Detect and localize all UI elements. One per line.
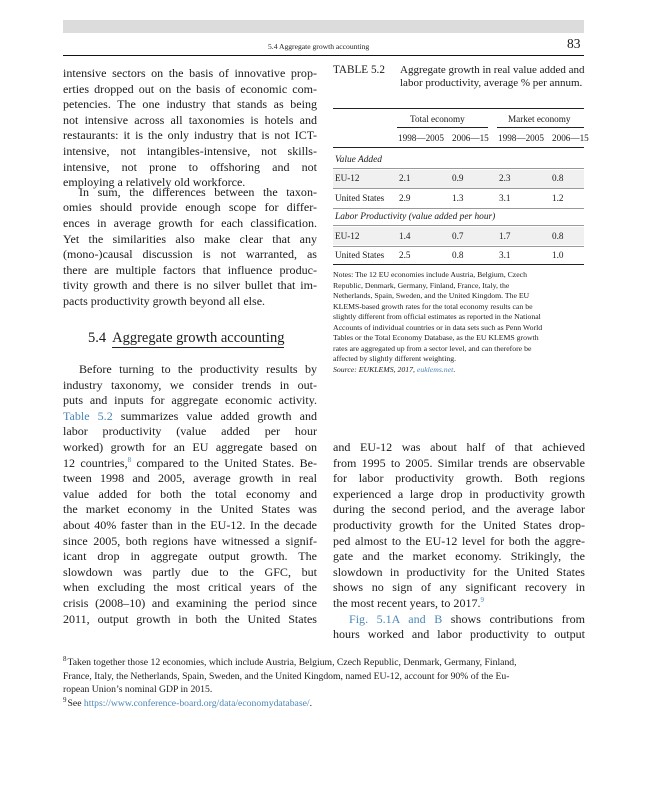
footnote-8: [63, 656, 585, 697]
table-cell: 0.7: [452, 231, 464, 241]
text-line: tween 1998 and 2005, average growth in real: [63, 471, 317, 486]
conference-board-link[interactable]: https://www.conference-board.org/data/economydatabase/: [83, 698, 310, 709]
note-line: Netherlands, Spain, Sweden, and the United Kingdom. The EU: [333, 291, 530, 300]
table-cell: 0.8: [452, 250, 464, 260]
footnote-ref-8[interactable]: 8: [127, 455, 132, 464]
text-line: petencies. The one industry that stands as being: [63, 97, 317, 112]
text-line: shows no sign of any significant recovery in: [333, 580, 585, 595]
text-line: icant drop in aggregate output growth. The: [63, 549, 317, 564]
text-line: intensive, not intangibles-intensive, not skills-: [63, 143, 317, 158]
text-line: omies should provide enough scope for differ-: [63, 200, 317, 215]
text-line: industry taxonomy, we consider trends in out-: [63, 377, 317, 392]
note-line: Republic, Denmark, Germany, Finland, France, Italy, the: [333, 280, 510, 290]
text-line: since 2005, both regions have witnessed a signif-: [63, 533, 317, 548]
col-header-period: 1998—2005: [398, 133, 444, 143]
header-bar: [63, 20, 584, 33]
text-line: [63, 409, 317, 425]
text-line: Before turning to the productivity results by: [79, 362, 317, 376]
source-label: Source: EUKLEMS, 2017,: [333, 364, 417, 374]
table-cell: 1.4: [399, 231, 411, 241]
footnote-text: Taken together those 12 economies, which include Austria, Belgium, Czech Republic, Denmark, Germany, Finland,: [67, 657, 517, 668]
text-line: labor productivity (value added per hour: [63, 424, 317, 439]
row-rule: [333, 246, 584, 247]
note-line: affected by slightly different weighting.: [333, 354, 457, 363]
row-rule: [333, 188, 584, 189]
header-rule: [333, 147, 584, 148]
text-line: employing a relatively old workforce.: [63, 175, 246, 190]
text-line: not intensive across all taxonomies is hotels and: [63, 112, 317, 127]
group-rule-total: [397, 127, 488, 128]
table-cell: 3.1: [499, 193, 511, 203]
col-header-period: 2006—15: [552, 133, 589, 143]
text-line: worked) growth for an EU aggregate based on: [63, 439, 317, 454]
footnote-number: 8: [63, 654, 67, 663]
footnote-line: [63, 697, 585, 711]
footnote-text: See: [67, 698, 84, 709]
text-line: and EU-12 was about half of that achieved: [333, 440, 585, 454]
text-line: when excluding the most critical years of the: [63, 580, 317, 595]
text-line: In sum, the differences between the taxon-: [79, 184, 317, 199]
text-line: slowdown in productivity for the United States: [333, 564, 585, 579]
col-header-period: 1998—2005: [498, 133, 544, 143]
table-cell: 2.5: [399, 250, 411, 260]
group-rule-market: [497, 127, 584, 128]
table-cell: 0.8: [552, 231, 564, 241]
row-rule: [333, 168, 584, 169]
text-line: gate and the market economy. Strikingly, the: [333, 549, 585, 564]
text-line: crisis (2008–10) and examining the period since: [63, 595, 317, 610]
figure-5-1-link[interactable]: Fig. 5.1A and B: [349, 611, 443, 626]
note-line: KLEMS-based growth rates for the total economy results can be: [333, 301, 533, 311]
text-line: slowdown was partly due to the GFC, but: [63, 564, 317, 579]
text-line: [333, 596, 585, 612]
text-line: intensive sectors on the basis of innovative prop-: [63, 66, 317, 80]
text-fragment: summarizes value added growth and: [112, 408, 317, 423]
text-line: puts and inputs for aggregate economic activity.: [63, 393, 317, 408]
table-top-rule: [333, 108, 584, 109]
text-line: intensive, not prone to offshoring and not: [63, 159, 317, 174]
text-line: [63, 456, 317, 472]
table-cell: 1.2: [552, 193, 564, 203]
note-line: Notes: The 12 EU economies include Austria, Belgium, Czech: [333, 270, 527, 279]
page-number: 83: [567, 36, 581, 51]
section-number: 5.4: [88, 330, 107, 346]
row-rule: [333, 225, 584, 226]
table-label: TABLE 5.2: [333, 64, 385, 76]
text-line: value added for both the total economy and: [63, 486, 317, 501]
row-region: EU-12: [335, 173, 360, 183]
table-cell: 0.8: [552, 173, 564, 183]
text-line: restaurants: it is the only industry that is not ICT-: [63, 128, 317, 143]
paragraph-intensive-sectors: [63, 66, 317, 191]
footnote-ref-9[interactable]: 9: [480, 595, 485, 604]
col-header-period: 2006—15: [452, 133, 489, 143]
section-title: Aggregate growth accounting: [112, 330, 285, 346]
section-heading: [88, 330, 284, 347]
text-fragment: the most recent years, to 2017.: [333, 595, 481, 610]
table-caption: Aggregate growth in real value added and labor productivity, average % per annum.: [400, 64, 585, 90]
text-fragment: shows contributions from: [442, 611, 586, 626]
table-source: [333, 365, 585, 376]
text-line: during the second period, and the average labor: [333, 502, 585, 517]
col-group-total-economy: Total economy: [410, 114, 465, 124]
section-value-added: Value Added: [335, 155, 382, 165]
section-labor-productivity: Labor Productivity (value added per hour): [335, 212, 496, 222]
source-link[interactable]: euklems.net: [416, 364, 454, 374]
footnote-text: .: [309, 698, 313, 709]
text-line: from 1995 to 2005. Similar trends are observable: [333, 455, 585, 470]
note-line: slightly different from official estimates as reported in the National: [333, 312, 541, 321]
text-line: productivity growth for the United States drop-: [333, 517, 585, 532]
text-line: for labor productivity growth. Both regions: [333, 471, 585, 486]
text-line: ences in average growth for each classification.: [63, 215, 317, 230]
text-line: experienced a large drop in productivity growth: [333, 486, 585, 501]
paragraph-right-column: [333, 440, 585, 643]
paragraph-before-turning: [63, 362, 317, 627]
note-line: Tables or the Total Economy Database, as the EU KLEMS growth: [333, 333, 539, 342]
table-cell: 3.1: [499, 250, 511, 260]
table-cell: 2.1: [399, 173, 411, 183]
row-rule: [333, 208, 584, 209]
text-line: tivity growth and there is no silver bullet that im-: [63, 278, 317, 293]
row-region: United States: [335, 193, 385, 203]
text-line: ped almost to the EU-12 level for both the aggre-: [333, 533, 585, 548]
text-line: there are multiple factors that influence produc-: [63, 262, 317, 277]
source-end: .: [453, 364, 456, 374]
text-line: erties dropped out on the basis of economic com-: [63, 81, 317, 96]
text-line: (mono-)causal discussion is not warranted, as: [63, 247, 317, 262]
paragraph-in-sum: [63, 185, 317, 310]
note-line: Accounts of individual countries or in data sets such as Penn World: [333, 322, 543, 332]
table-cell: 2.3: [499, 173, 511, 183]
footnote-line: [63, 656, 585, 670]
text-line: [333, 612, 585, 628]
text-fragment: 12 countries,: [63, 455, 128, 470]
table-cell: 1.0: [552, 250, 564, 260]
text-fragment: compared to the United States. Be-: [131, 455, 317, 470]
header-rule: [63, 55, 584, 56]
table-bottom-rule: [333, 264, 584, 265]
table-cell: 1.3: [452, 193, 464, 203]
col-group-market-economy: Market economy: [508, 114, 571, 124]
text-line: 2011, output growth in both the United States: [63, 611, 317, 626]
text-line: Yet the similarities also make clear that any: [63, 231, 317, 246]
note-line: rates are aggregated up from a sector level, and can therefore be: [333, 343, 532, 353]
running-title: 5.4 Aggregate growth accounting: [268, 42, 370, 51]
table-cell: 2.9: [399, 193, 411, 203]
text-line: about 40% faster than in the EU-12. In the decade: [63, 517, 317, 532]
footnote-9: [63, 697, 585, 711]
footnote-line: ropean Union’s nominal GDP in 2015.: [63, 684, 213, 696]
text-line: pacts productivity growth beyond all else.: [63, 293, 266, 308]
row-region: EU-12: [335, 231, 360, 241]
footnote-line: France, Italy, the Netherlands, Spain, Sweden, and the United Kingdom, named EU-12, account for 90% of the Eu-: [63, 670, 510, 682]
table-notes: [333, 270, 585, 375]
row-region: United States: [335, 250, 385, 260]
text-line: hours worked and labor productivity to output: [333, 627, 585, 642]
table-cell: 0.9: [452, 173, 464, 183]
text-line: the market economy in the United States was: [63, 502, 317, 517]
footnote-number: 9: [63, 695, 67, 704]
table-5-2-link[interactable]: Table 5.2: [63, 408, 113, 423]
table-cell: 1.7: [499, 231, 511, 241]
